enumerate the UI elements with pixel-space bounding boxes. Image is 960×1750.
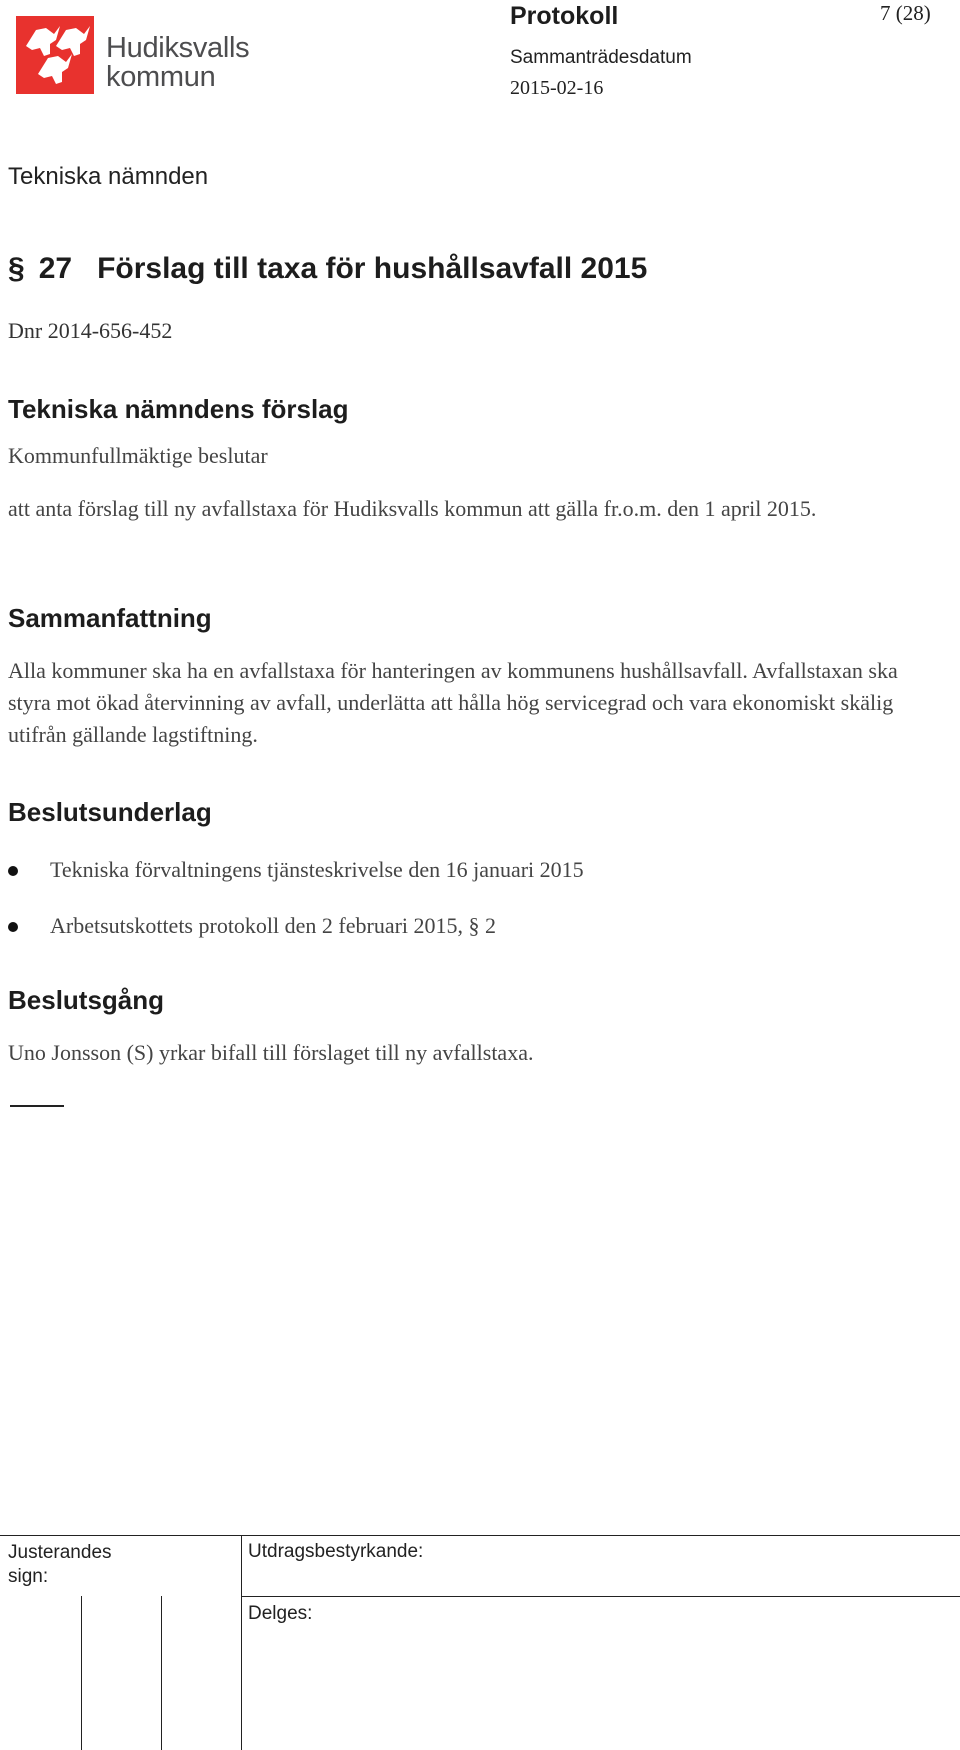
list-item: [8, 857, 908, 887]
paragraph-heading: [8, 252, 647, 286]
paragraph-title: Förslag till taxa för hushållsavfall 2015: [97, 252, 648, 285]
forslag-lead: Kommunfullmäktige beslutar: [8, 443, 268, 468]
end-rule: [10, 1105, 64, 1107]
beslutsgang-body: Uno Jonsson (S) yrkar bifall till förslaget till ny avfallstaxa.: [8, 1040, 534, 1065]
list-item-text: Tekniska förvaltningens tjänsteskrivelse den 16 januari 2015: [50, 857, 584, 882]
utdragsbestyrkande-label: Utdragsbestyrkande:: [248, 1541, 424, 1562]
bullet-icon: [8, 866, 18, 876]
paragraph-number: 27: [38, 252, 73, 285]
footer-divider: [0, 1535, 960, 1536]
section-heading-beslutsgang: Beslutsgång: [8, 985, 165, 1015]
forslag-body: att anta förslag till ny avfallstaxa för Hudiksvalls kommun att gälla fr.o.m. den 1 april 2015.: [8, 496, 817, 521]
logo-line-1: Hudiksvalls: [106, 32, 250, 64]
logo-line-2: kommun: [106, 61, 216, 93]
bullet-icon: [8, 922, 18, 932]
goat-emblem-icon: [16, 16, 94, 94]
list-item-text: Arbetsutskottets protokoll den 2 februari 2015, § 2: [50, 913, 497, 938]
list-item: [8, 913, 908, 943]
signature-column-divider: [161, 1596, 162, 1750]
document-type: Protokoll: [510, 2, 619, 30]
paragraph-symbol: §: [8, 252, 25, 285]
meeting-date: 2015-02-16: [510, 77, 604, 99]
meeting-date-label: Sammanträdesdatum: [510, 47, 692, 68]
hudiksvalls-logo: [16, 16, 260, 96]
page-number: 7 (28): [880, 1, 931, 25]
committee-name: Tekniska nämnden: [8, 163, 209, 190]
delges-label: Delges:: [248, 1603, 313, 1624]
section-heading-summary: Sammanfattning: [8, 603, 212, 633]
summary-body: Alla kommuner ska ha en avfallstaxa för hanteringen av kommunens hushållsavfall. Avfallstaxan ska styra mot ökad återvinning av avfall, underlätta att hålla hög servicegrad och vara ekonomiskt skälig utifrån gällande lagstiftning.: [8, 658, 898, 747]
signature-column-divider: [81, 1596, 82, 1750]
justerandes-sign-label: Justerandes sign:: [8, 1542, 112, 1587]
section-heading-underlag: Beslutsunderlag: [8, 797, 212, 827]
diary-number: Dnr 2014-656-452: [8, 318, 173, 343]
footer-column-divider: [241, 1535, 242, 1750]
section-heading-forslag: Tekniska nämndens förslag: [8, 394, 349, 424]
footer-inner-divider: [241, 1596, 960, 1597]
